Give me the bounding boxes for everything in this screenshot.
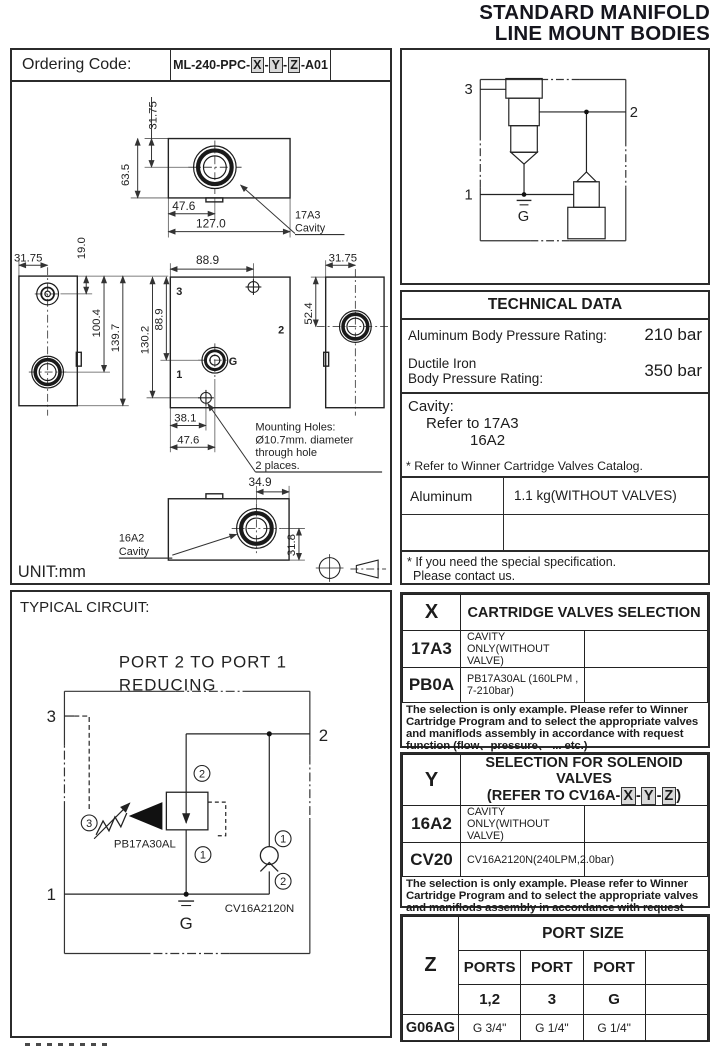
- port-header-empty: [645, 951, 707, 984]
- hydraulic-schematic: [402, 50, 708, 283]
- y-row-cv20: [403, 843, 708, 877]
- z-port-size-panel: [400, 914, 710, 1042]
- circuit-port2: 2: [318, 725, 329, 745]
- circuit-title: [119, 653, 287, 695]
- schematic-panel: [400, 48, 710, 285]
- special-note: [402, 552, 708, 586]
- port-subheader-empty: [645, 984, 707, 1014]
- dimension-lines: [19, 97, 382, 560]
- dim-front-47: 47.6: [177, 434, 200, 447]
- g06ag-row: [403, 1014, 708, 1041]
- circuit-g: G: [179, 913, 193, 933]
- technical-data-panel: [400, 290, 710, 585]
- x-note-l4: function (flow、pressure、 ... etc.): [406, 740, 588, 752]
- y-row-16a2: [403, 806, 708, 843]
- circuit-title-l2: REDUCING: [118, 675, 217, 695]
- weight-value: 1.1 kg(WITHOUT VALVES): [514, 488, 677, 504]
- dim-front-gy: 88.9: [153, 308, 166, 331]
- x-key-cell: X: [403, 595, 461, 631]
- dim-top-offset: 31.75: [147, 101, 160, 130]
- x-note-l1: The selection is only example. Please refer to Winner: [406, 705, 688, 716]
- gport-label: G: [228, 356, 238, 369]
- cavity-17a3-word: Cavity: [295, 222, 326, 235]
- z-key-cell: Z: [403, 917, 459, 1015]
- y-y-badge: Y: [641, 787, 656, 805]
- weight-material: Aluminum: [402, 478, 504, 514]
- catalog-note: * Refer to Winner Cartridge Valves Catalog.: [402, 456, 708, 478]
- dimension-texts: [14, 101, 357, 581]
- ports: [32, 146, 371, 548]
- y-code-16a2: 16A2: [403, 806, 461, 843]
- page-title-line2: LINE MOUNT BODIES: [494, 22, 710, 45]
- y-selection-panel: [400, 752, 710, 914]
- schematic-boundary: [480, 79, 626, 240]
- technical-data-header: TECHNICAL DATA: [402, 292, 708, 320]
- center-lines: [29, 141, 390, 569]
- port3-header: PORT: [521, 951, 583, 984]
- circled-1-valve: 1: [199, 849, 207, 862]
- dim-left-height: 139.7: [109, 323, 122, 353]
- aluminum-rating-label: Aluminum Body Pressure Rating:: [408, 327, 607, 343]
- dim-front-holex: 88.9: [196, 253, 220, 268]
- dim-right-porty: 52.4: [302, 302, 315, 325]
- cavity-17a3-label: 17A3: [295, 209, 321, 222]
- g06ag-empty: [645, 1014, 707, 1041]
- x-selection-panel: [400, 592, 710, 752]
- circuit-lines: [64, 716, 309, 905]
- mounting-note-l4: 2 places.: [255, 460, 300, 473]
- x-code-17a3: 17A3: [403, 631, 461, 668]
- ports-12: 1,2: [459, 984, 521, 1014]
- code-z-badge: Z: [288, 57, 301, 73]
- weight-material-empty: [402, 515, 504, 551]
- pressure-rating-aluminum-row: [402, 320, 708, 350]
- code-suffix: -A01: [300, 58, 328, 72]
- y-sep2: -: [656, 788, 662, 804]
- y-sep1: -: [636, 788, 641, 804]
- portg-header: PORT: [583, 951, 645, 984]
- ductile-label-l1: Ductile Iron: [408, 356, 477, 371]
- code-x-badge: X: [251, 57, 264, 73]
- y-x-badge: X: [621, 787, 636, 805]
- y-title-l2: [461, 787, 707, 805]
- page-title-line1: STANDARD MANIFOLD: [479, 1, 710, 24]
- ordering-code-label: Ordering Code:: [12, 50, 171, 80]
- schematic-port3: 3: [464, 82, 473, 99]
- ordering-code-empty-cell: [331, 50, 390, 80]
- dim-bottom-porty: 31.8: [286, 534, 299, 557]
- special-note-l2: Please contact us.: [413, 569, 516, 583]
- dim-left-hole: 19.0: [76, 237, 89, 260]
- schematic-port2: 2: [629, 104, 638, 121]
- g06ag-v1: G 3/4": [459, 1014, 521, 1041]
- schematic-port1: 1: [464, 187, 473, 204]
- special-note-l1: * If you need the special specification.: [407, 555, 617, 569]
- typical-circuit-label: TYPICAL CIRCUIT:: [20, 599, 150, 616]
- dimension-drawing: [12, 82, 390, 584]
- x-title-cell: CARTRIDGE VALVES SELECTION: [461, 595, 708, 631]
- x-note-l3: and maniflods assembly in accordance with request: [406, 728, 684, 740]
- aluminum-rating-value: 210 bar: [644, 325, 702, 344]
- dim-front-38: 38.1: [174, 412, 197, 425]
- dim-bottom-portx: 34.9: [248, 474, 272, 489]
- cavity-ref-16a2: 16A2: [470, 432, 506, 449]
- y-title-suffix: ): [676, 788, 682, 804]
- projection-symbol: [316, 554, 378, 582]
- code-sep1: -: [264, 58, 269, 72]
- y-desc-cv20: CV16A2120N(240LPM,2.0bar): [461, 843, 585, 877]
- y-z-badge: Z: [662, 787, 676, 805]
- ductile-rating-label: [408, 356, 543, 386]
- y-title-cell: [461, 755, 708, 806]
- port-size-title: PORT SIZE: [459, 917, 708, 951]
- x-code-pb0a: PB0A: [403, 668, 461, 703]
- dim-top-width: 127.0: [196, 216, 226, 231]
- code-prefix: ML-240-PPC-: [173, 58, 251, 72]
- port-g: G: [583, 984, 645, 1014]
- circled-1-check: 1: [280, 833, 287, 846]
- port-size-table: [402, 916, 708, 1042]
- port2-label: 2: [278, 324, 285, 337]
- dim-left-width: 31.75: [13, 252, 43, 265]
- y-note-l3: and maniflods assembly in accordance with request: [406, 902, 684, 914]
- circuit-port1: 1: [46, 885, 56, 905]
- ordering-code-row: [12, 50, 390, 82]
- weight-value-empty: [504, 515, 708, 551]
- unit-label: UNIT:mm: [17, 562, 86, 581]
- y-key-cell: Y: [403, 755, 461, 806]
- circuit-title-l1: PORT 2 TO PORT 1: [118, 652, 288, 672]
- cavity-block: [402, 394, 708, 456]
- cavity-16a2-word: Cavity: [118, 546, 150, 559]
- x-desc-pb0a: PB17A30AL (160LPM , 7-210bar): [461, 668, 585, 703]
- x-desc-17a3: CAVITY ONLY(WITHOUT VALVE): [461, 631, 585, 668]
- page-title: [479, 2, 710, 44]
- x-row-17a3: [403, 631, 708, 668]
- ports-header: PORTS: [459, 951, 521, 984]
- circuit-port3: 3: [46, 706, 56, 726]
- drawing-panel: [10, 48, 392, 585]
- check-model-label: CV16A2120N: [224, 902, 295, 915]
- g06ag-v3: G 1/4": [583, 1014, 645, 1041]
- dim-front-holey: 130.2: [139, 325, 152, 355]
- schematic-junctions: [522, 110, 589, 197]
- circuit-solids: [129, 731, 272, 896]
- y-note-l1: The selection is only example. Please refer to Winner: [406, 879, 688, 890]
- dim-top-height: 63.5: [119, 163, 132, 187]
- g06ag-v2: G 1/4": [521, 1014, 583, 1041]
- circled-3: 3: [86, 817, 93, 830]
- typical-circuit-panel: [10, 590, 392, 1038]
- weight-row-empty: [402, 515, 708, 551]
- dim-right-width: 31.75: [328, 252, 358, 265]
- x-selection-note: [402, 703, 708, 755]
- ductile-rating-value: 350 bar: [644, 361, 702, 380]
- ductile-label-l2: Body Pressure Rating:: [408, 371, 544, 386]
- y-title-l1: SELECTION FOR SOLENOID VALVES: [485, 755, 683, 787]
- dim-top-portx: 47.6: [172, 198, 196, 213]
- y-title-prefix: (REFER TO CV16A-: [486, 788, 621, 804]
- body-outlines: [19, 139, 384, 561]
- cavity-16a2-label: 16A2: [118, 532, 145, 545]
- pressure-rating-ductile-row: [402, 350, 708, 394]
- x-note-l2: Cartridge Program and to select the appropriate valves: [406, 716, 699, 728]
- ordering-code-value: [171, 50, 331, 80]
- dim-left-port: 100.4: [91, 309, 104, 338]
- g06ag-code: G06AG: [403, 1014, 459, 1041]
- mounting-note-l1: Mounting Holes:: [255, 421, 336, 434]
- x-row-pb0a: [403, 668, 708, 703]
- code-y-badge: Y: [269, 57, 282, 73]
- y-selection-table: [402, 754, 708, 877]
- x-selection-table: [402, 594, 708, 703]
- schematic-shapes: [480, 79, 626, 239]
- port1-label: 1: [176, 369, 183, 382]
- valve-model-label: PB17A30AL: [113, 838, 176, 851]
- cavity-label: Cavity:: [408, 398, 454, 415]
- circled-2-valve: 2: [198, 768, 206, 781]
- x-empty-17a3: [584, 631, 708, 668]
- mounting-holes: [198, 279, 261, 406]
- y-note-l2: Cartridge Program and to select the appropriate valves: [406, 890, 699, 902]
- y-empty-16a2: [584, 806, 708, 843]
- y-desc-16a2: CAVITY ONLY(WITHOUT VALVE): [461, 806, 585, 843]
- code-sep2: -: [283, 58, 288, 72]
- weight-table: [402, 478, 708, 552]
- page-edge-fragment: [25, 1043, 113, 1046]
- port-3: 3: [521, 984, 583, 1014]
- mounting-note-l3: through hole: [255, 447, 318, 460]
- port3-label: 3: [176, 285, 183, 298]
- schematic-g: G: [517, 209, 530, 226]
- cavity-ref-17a3: Refer to 17A3: [426, 415, 519, 432]
- mounting-note-l2: Ø10.7mm. diameter: [255, 434, 354, 447]
- circled-2-check: 2: [280, 876, 287, 889]
- y-code-cv20: CV20: [403, 843, 461, 877]
- typical-circuit-diagram: [12, 592, 390, 1036]
- x-empty-pb0a: [584, 668, 708, 703]
- schematic-texts: [465, 82, 638, 225]
- weight-row: [402, 478, 708, 515]
